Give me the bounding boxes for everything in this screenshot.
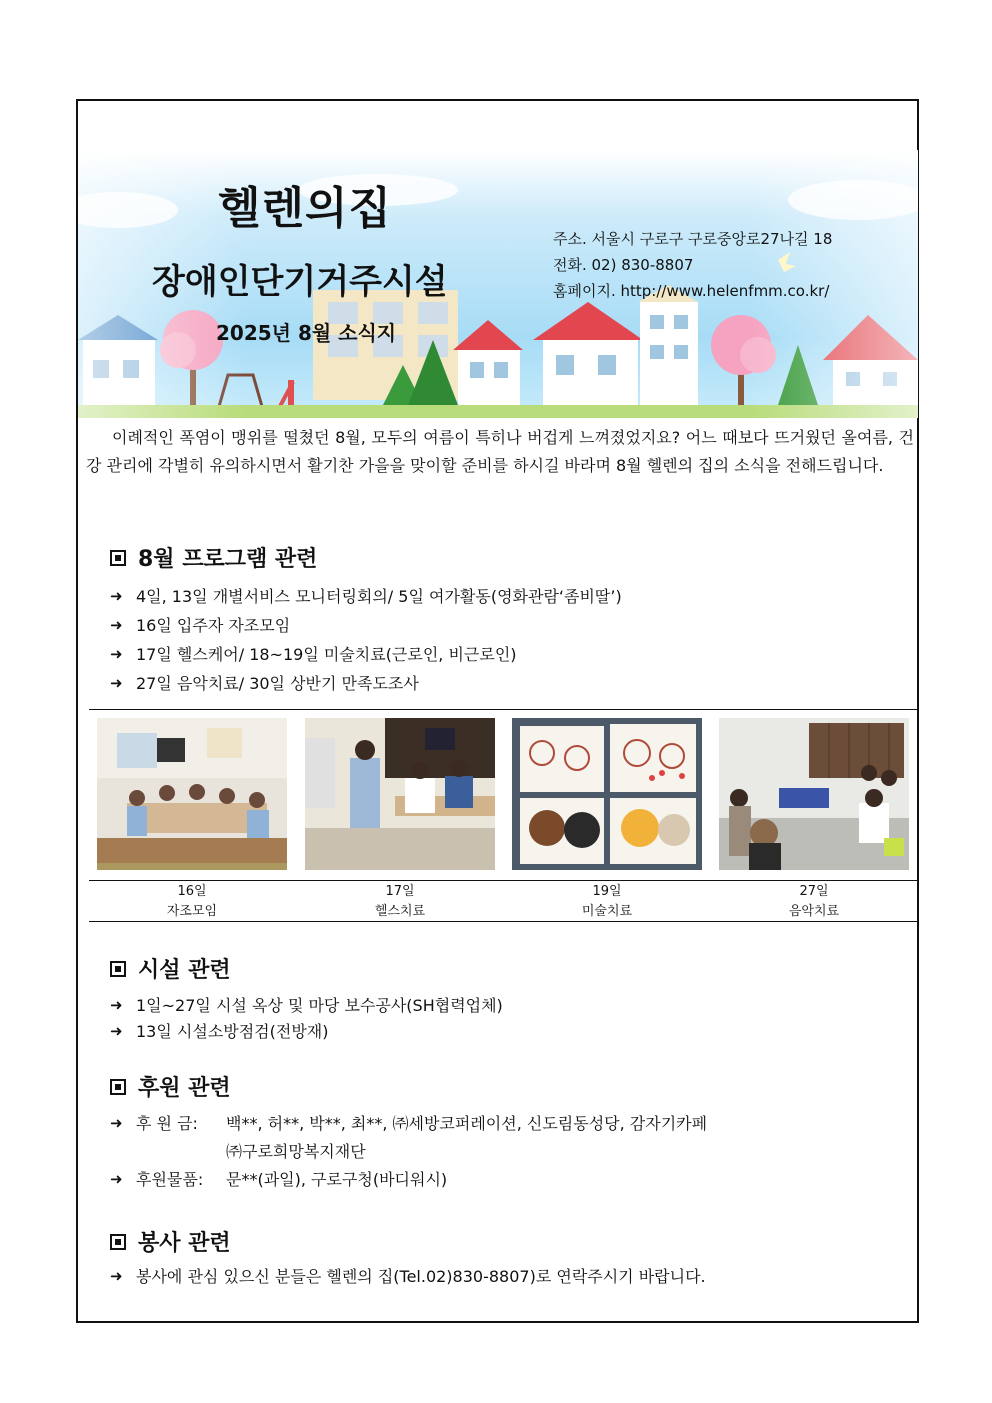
facility-section-heading — [110, 953, 231, 984]
program-item-text: 16일 입주자 자조모임 — [136, 616, 291, 635]
photo-self-help-meeting — [97, 718, 287, 870]
support-money-item — [110, 1111, 707, 1134]
arrow-right-icon: ➜ — [110, 1169, 123, 1188]
support-goods-text: 문**(과일), 구로구청(바디워시) — [226, 1170, 448, 1189]
arrow-right-icon: ➜ — [110, 586, 123, 605]
volunteer-heading-text: 봉사 관련 — [138, 1231, 231, 1256]
program-item-text: 27일 음악치료/ 30일 상반기 만족도조사 — [136, 674, 419, 693]
caption-label: 미술치료 — [581, 904, 633, 919]
homepage-link[interactable]: 홈페이지. http://www.helenfmm.co.kr/ — [553, 282, 830, 300]
issue-label: 2025년 8월 소식지 — [216, 321, 397, 345]
arrow-right-icon: ➜ — [110, 1113, 123, 1132]
support-money-label: 후 원 금: — [136, 1114, 198, 1133]
caption-label: 음악치료 — [788, 904, 840, 919]
photo-caption — [512, 882, 702, 922]
caption-date: 17일 — [385, 884, 415, 899]
square-bullet-icon — [110, 1079, 126, 1095]
volunteer-item — [110, 1264, 706, 1287]
facility-item — [110, 993, 503, 1016]
arrow-right-icon: ➜ — [110, 644, 123, 663]
support-money-donors-2: ㈜구로희망복지재단 — [226, 1142, 366, 1161]
square-bullet-icon — [110, 961, 126, 977]
photo-caption — [305, 882, 495, 922]
caption-label: 헬스치료 — [374, 904, 426, 919]
arrow-right-icon: ➜ — [110, 995, 123, 1014]
support-goods-item — [110, 1167, 447, 1190]
photo-caption — [97, 882, 287, 922]
support-money-donors: 백**, 허**, 박**, 최**, ㈜세방코퍼레이션, 신도림동성당, 감자기카페 — [226, 1114, 708, 1133]
intro-paragraph — [86, 424, 914, 480]
program-item — [110, 584, 622, 607]
photo-caption — [719, 882, 909, 922]
intro-text: 이례적인 폭염이 맹위를 떨쳤던 8월, 모두의 여름이 특히나 버겁게 느껴졌었지요? 어느 때보다 뜨거웠던 올여름, 건강 관리에 각별히 유의하시면서 활기찬 가을을 맞이할 준비를 하시길 바라며 8월 헬렌의 집의 소식을 전해드립니다. — [86, 428, 914, 475]
page-title: 헬렌의집 — [218, 183, 393, 234]
caption-date: 19일 — [592, 884, 622, 899]
volunteer-item-text: 봉사에 관심 있으신 분들은 헬렌의 집(Tel.02)830-8807)로 연락주시기 바랍니다. — [136, 1267, 706, 1286]
address-text: 주소. 서울시 구로구 구로중앙로27나길 18 — [553, 230, 833, 248]
facility-item-text: 13일 시설소방점검(전방재) — [136, 1022, 329, 1041]
program-item — [110, 642, 517, 665]
facility-item-text: 1일~27일 시설 옥상 및 마당 보수공사(SH협력업체) — [136, 996, 503, 1015]
photo-health-care — [305, 718, 495, 870]
program-item-text: 4일, 13일 개별서비스 모니터링회의/ 5일 여가활동(영화관람‘좀비딸’) — [136, 587, 622, 606]
arrow-right-icon: ➜ — [110, 615, 123, 634]
photo-art-therapy — [512, 718, 702, 870]
square-bullet-icon — [110, 550, 126, 566]
support-goods-label: 후원물품: — [136, 1170, 204, 1189]
program-heading-text: 8월 프로그램 관련 — [138, 547, 318, 572]
arrow-right-icon: ➜ — [110, 1021, 123, 1040]
caption-label: 자조모임 — [166, 904, 218, 919]
divider — [89, 921, 917, 922]
divider — [89, 709, 917, 710]
support-money-continuation — [226, 1139, 366, 1162]
arrow-right-icon: ➜ — [110, 673, 123, 692]
photo-music-therapy — [719, 718, 909, 870]
caption-date: 27일 — [799, 884, 829, 899]
phone-text: 전화. 02) 830-8807 — [553, 256, 694, 274]
volunteer-section-heading — [110, 1226, 231, 1257]
program-section-heading — [110, 542, 317, 573]
program-item-text: 17일 헬스케어/ 18~19일 미술치료(근로인, 비근로인) — [136, 645, 517, 664]
facility-item — [110, 1019, 329, 1042]
square-bullet-icon — [110, 1234, 126, 1250]
program-item — [110, 613, 290, 636]
caption-date: 16일 — [177, 884, 207, 899]
arrow-right-icon: ➜ — [110, 1266, 123, 1285]
support-heading-text: 후원 관련 — [138, 1076, 231, 1101]
program-item — [110, 671, 419, 694]
support-section-heading — [110, 1071, 231, 1102]
page-subtitle: 장애인단기거주시설 — [152, 262, 448, 302]
divider — [89, 880, 917, 881]
facility-heading-text: 시설 관련 — [138, 958, 231, 983]
